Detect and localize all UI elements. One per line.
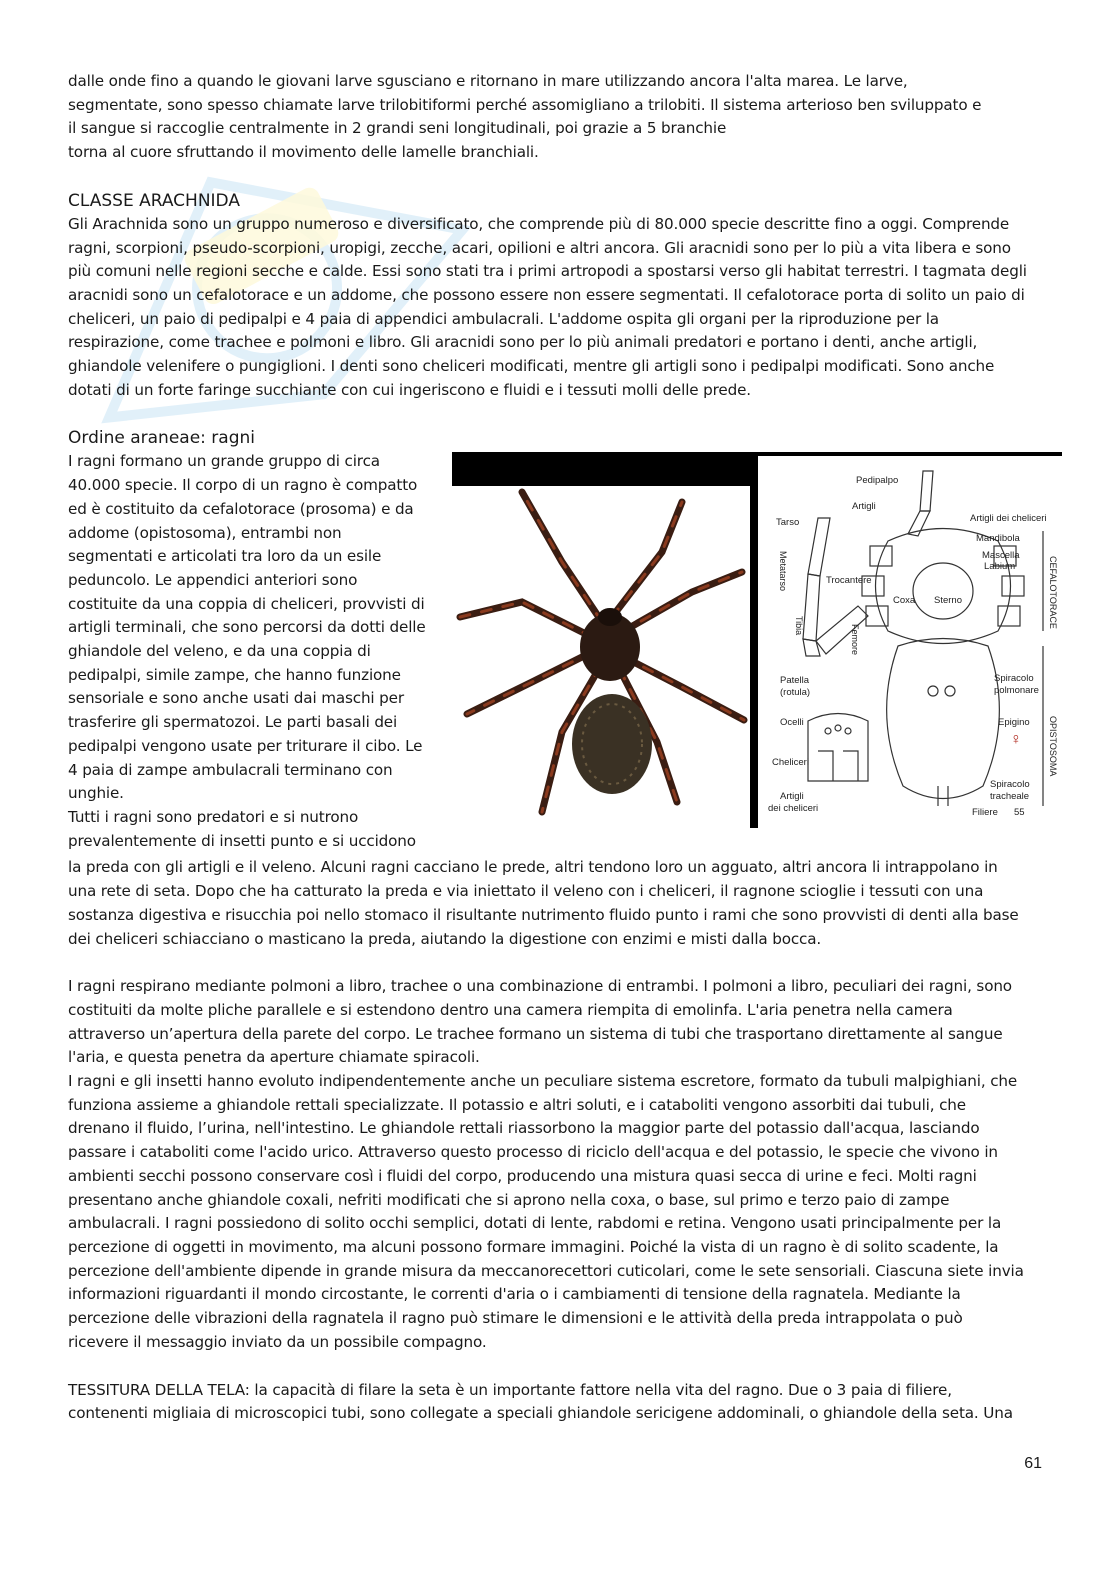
order-paragraph-left bbox=[68, 450, 448, 853]
label-cheliceri: Cheliceri bbox=[772, 757, 809, 769]
text-line: trasferire gli spermatozoi. Le parti basali dei bbox=[68, 713, 398, 732]
spider-anatomy-diagram bbox=[750, 452, 1062, 828]
label-pedipalpo: Pedipalpo bbox=[856, 475, 899, 487]
text-line: peduncolo. Le appendici anteriori sono bbox=[68, 570, 358, 589]
label-spiracolo-tracheale: Spiracolo bbox=[990, 779, 1030, 791]
female-symbol: ♀ bbox=[1010, 731, 1022, 749]
order-figure-row bbox=[68, 450, 1058, 856]
text-line: ragni, scorpioni, pseudo-scorpioni, uropigi, zecche, acari, opilioni e altri ancora. Gli aracnidi sono per lo più a vita libera e sono bbox=[68, 238, 1011, 257]
spider-illustration bbox=[452, 452, 750, 828]
text-line: funziona assieme a ghiandole rettali specializzate. Il potassio e altri soluti, e i cataboliti vengono assorbiti dai tubuli, che bbox=[68, 1095, 966, 1114]
label-artigli-dei-cheliceri: Artigli bbox=[780, 791, 804, 803]
text-line: pedipalpi vengono usate per triturare il cibo. Le bbox=[68, 736, 423, 755]
text-line: percezione di oggetti in movimento, ma alcuni possono formare immagini. Poiché la vista di un ragno è di solito scadente, la bbox=[68, 1237, 999, 1256]
label-filiere: Filiere bbox=[972, 807, 998, 819]
text-line: più comuni nelle regioni secche e calde. Essi sono stati tra i primi artropodi a spostarsi verso gli habitat terrestri. I tagmata degli bbox=[68, 262, 1027, 281]
text-line: Gli Arachnida sono un gruppo numeroso e diversificato, che comprende più di 80.000 specie descritte fino a oggi. Comprende bbox=[68, 214, 1010, 233]
text-line: ghiandole del veleno, e da una coppia di bbox=[68, 642, 371, 661]
label-sterno: Sterno bbox=[934, 595, 962, 607]
label-spiracolo-tracheale-2: tracheale bbox=[990, 791, 1030, 803]
text-line: passare i cataboliti come l'acido urico. Attraverso questo processo di riciclo dell'acqua e del potassio, le specie che vivono in bbox=[68, 1143, 998, 1162]
text-line: torna al cuore sfruttando il movimento delle lamelle branchiali. bbox=[68, 143, 539, 162]
text-line: ed è costituito da cefalotorace (prosoma) e da bbox=[68, 499, 414, 518]
text-line: informazioni riguardanti il mondo circostante, le correnti d'aria o i cambiamenti di tensione della ragnatela. Mediante la bbox=[68, 1285, 961, 1304]
label-spiracolo-polmonare-2: polmonare bbox=[994, 685, 1039, 697]
respiration-paragraph bbox=[68, 975, 1048, 1354]
label-labium: Labium bbox=[984, 561, 1016, 573]
text-line: ghiandole velenifere o pungiglioni. I denti sono cheliceri modificati, mentre gli artigli sono i pedipalpi modificati. Sono anche bbox=[68, 357, 995, 376]
text-line: costituite da una coppia di cheliceri, provvisti di bbox=[68, 594, 425, 613]
order-paragraph-continued bbox=[68, 856, 1048, 951]
text-line: drenano il fluido, l’urina, nell'intestino. Le ghiandole rettali riassorbono la maggior parte del potassio dall'acqua, lasciando bbox=[68, 1119, 980, 1138]
text-line: dalle onde fino a quando le giovani larve sgusciano e ritornano in mare utilizzando ancora l'alta marea. Le larve, bbox=[68, 72, 908, 90]
text-line: segmentate, sono spesso chiamate larve trilobitiformi perché assomigliano a trilobiti. Il sistema arterioso ben sviluppato e bbox=[68, 95, 982, 114]
label-tarso: Tarso bbox=[776, 517, 800, 529]
text-line: dei cheliceri schiacciano o masticano la preda, aiutando la digestione con enzimi e misti dalla bocca. bbox=[68, 929, 822, 948]
class-paragraph bbox=[68, 213, 1048, 403]
text-line: segmentati e articolati tra loro da un esile bbox=[68, 547, 382, 566]
web-weaving-paragraph bbox=[68, 1379, 1048, 1426]
label-metatarso: Metatarso bbox=[778, 551, 788, 592]
anatomy-drawing bbox=[758, 456, 1062, 828]
label-patella: Patella bbox=[780, 675, 810, 687]
text-line: percezione delle vibrazioni della ragnatela il ragno può stimare le dimensioni e le attività della preda intrappolata o può bbox=[68, 1309, 963, 1328]
text-line: 4 paia di zampe ambulacrali terminano con bbox=[68, 760, 393, 779]
text-line: ambienti secchi possono conservare così i fluidi del corpo, producendo una mistura quasi secca di urine e feci. Molti ragni bbox=[68, 1166, 977, 1185]
label-mascella: Mascella bbox=[982, 550, 1020, 562]
label-femore: Femore bbox=[850, 624, 860, 656]
text-line: attraverso un’apertura della parete del corpo. Le trachee formano un sistema di tubi che trasportano direttamente al sangue bbox=[68, 1024, 1003, 1043]
text-line: ricevere il messaggio inviato da un possibile compagno. bbox=[68, 1332, 487, 1351]
text-line: aracnidi sono un cefalotorace e un addome, che possono essere non essere segmentati. Il cefalotorace porta di solito un paio di bbox=[68, 285, 1025, 304]
text-line: il sangue si raccoglie centralmente in 2 grandi seni longitudinali, poi grazie a 5 branchie bbox=[68, 119, 727, 138]
text-line: respirazione, come trachee e polmoni e libro. Gli aracnidi sono per lo più animali predatori e portano i denti, anche artigli, bbox=[68, 333, 978, 352]
label-rotula: (rotula) bbox=[780, 687, 811, 699]
text-line: pedipalpi, simile zampe, che hanno funzione bbox=[68, 665, 401, 684]
label-tibia: Tibia bbox=[794, 616, 804, 636]
text-line: ambulacrali. I ragni possiedono di solito occhi semplici, dotati di lente, rabdomi e retina. Vengono usati principalmente per la bbox=[68, 1214, 1002, 1233]
text-line: artigli terminali, che sono percorsi da dotti delle bbox=[68, 618, 426, 637]
label-trocantere: Trocantere bbox=[826, 575, 872, 587]
text-line: addome (opistosoma), entrambi non bbox=[68, 523, 342, 542]
text-line: presentano anche ghiandole coxali, nefriti modificati che si aprono nella coxa, o base, sul primo e terzo paio di zampe bbox=[68, 1190, 950, 1209]
text-line: costituiti da molte pliche parallele e si estendono dentro una camera riempita di emolinfa. L'aria penetra nella camera bbox=[68, 1000, 953, 1019]
label-cefalotorace: CEFALOTORACE bbox=[1048, 556, 1058, 630]
text-line: contenenti migliaia di microscopici tubi, sono collegate a speciali ghiandole sericigene addominali, o ghiandole della seta. Una bbox=[68, 1404, 1013, 1423]
label-artigli: Artigli bbox=[852, 501, 876, 513]
spider-figure bbox=[452, 452, 1062, 828]
text-line: la preda con gli artigli e il veleno. Alcuni ragni cacciano le prede, altri tendono loro un agguato, altri ancora li intrappolano in bbox=[68, 858, 998, 877]
label-artigli-cheliceri: Artigli dei cheliceri bbox=[970, 513, 1047, 525]
order-heading: Ordine araneae: ragni bbox=[68, 428, 255, 449]
label-spiracolo-polmonare: Spiracolo bbox=[994, 673, 1034, 685]
figure-number: 55 bbox=[1014, 807, 1025, 819]
page-number: 61 bbox=[1024, 1455, 1042, 1472]
text-line: una rete di seta. Dopo che ha catturato la preda e via iniettato il veleno con i cheliceri, il ragnone scioglie i tessuti con una bbox=[68, 882, 984, 901]
class-heading: CLASSE ARACHNIDA bbox=[68, 190, 240, 211]
text-line: 40.000 specie. Il corpo di un ragno è compatto bbox=[68, 476, 418, 495]
text-line: TESSITURA DELLA TELA: la capacità di filare la seta è un importante fattore nella vita del ragno. Due o 3 paia di filiere, bbox=[68, 1380, 952, 1399]
label-opistosoma: OPISTOSOMA bbox=[1048, 716, 1058, 777]
text-line: sostanza digestiva e risucchia poi nello stomaco il risultante nutrimento fluido punto i rami che sono provvisti di denti alla base bbox=[68, 905, 1019, 924]
label-epigino: Epigino bbox=[998, 717, 1030, 729]
text-line: cheliceri, un paio di pedipalpi e 4 paia di appendici ambulacrali. L'addome ospita gli organi per la riproduzione per la bbox=[68, 309, 939, 328]
text-line: percezione dell'ambiente dipende in grande misura da meccanorecettori cuticolari, come le sete sensoriali. Ciascuna siete invia bbox=[68, 1261, 1024, 1280]
spider-photo bbox=[452, 452, 750, 828]
text-line: I ragni formano un grande gruppo di circa bbox=[68, 452, 380, 471]
text-line: Tutti i ragni sono predatori e si nutrono bbox=[68, 807, 359, 826]
text-line: I ragni respirano mediante polmoni a libro, trachee o una combinazione di entrambi. I polmoni a libro, peculiari dei ragni, sono bbox=[68, 977, 1012, 996]
label-coxa: Coxa bbox=[893, 595, 916, 607]
label-ocelli: Ocelli bbox=[780, 717, 804, 729]
text-line: sensoriale e sono anche usati dai maschi per bbox=[68, 689, 404, 708]
intro-paragraph bbox=[68, 70, 1048, 165]
text-line: I ragni e gli insetti hanno evoluto indipendentemente anche un peculiare sistema escretore, formato da tubuli malpighiani, che bbox=[68, 1072, 1018, 1091]
page-content bbox=[68, 70, 1058, 1426]
text-line: dotati di un forte faringe succhiante con cui ingeriscono e fluidi e i tessuti molli delle prede. bbox=[68, 380, 751, 399]
text-line: prevalentemente di insetti punto e si uccidono bbox=[68, 831, 416, 850]
label-mandibola: Mandibola bbox=[976, 533, 1020, 545]
text-line: unghie. bbox=[68, 784, 124, 803]
label-artigli-dei-cheliceri-2: dei cheliceri bbox=[768, 803, 819, 815]
text-line: l'aria, e questa penetra da aperture chiamate spiracoli. bbox=[68, 1048, 480, 1067]
